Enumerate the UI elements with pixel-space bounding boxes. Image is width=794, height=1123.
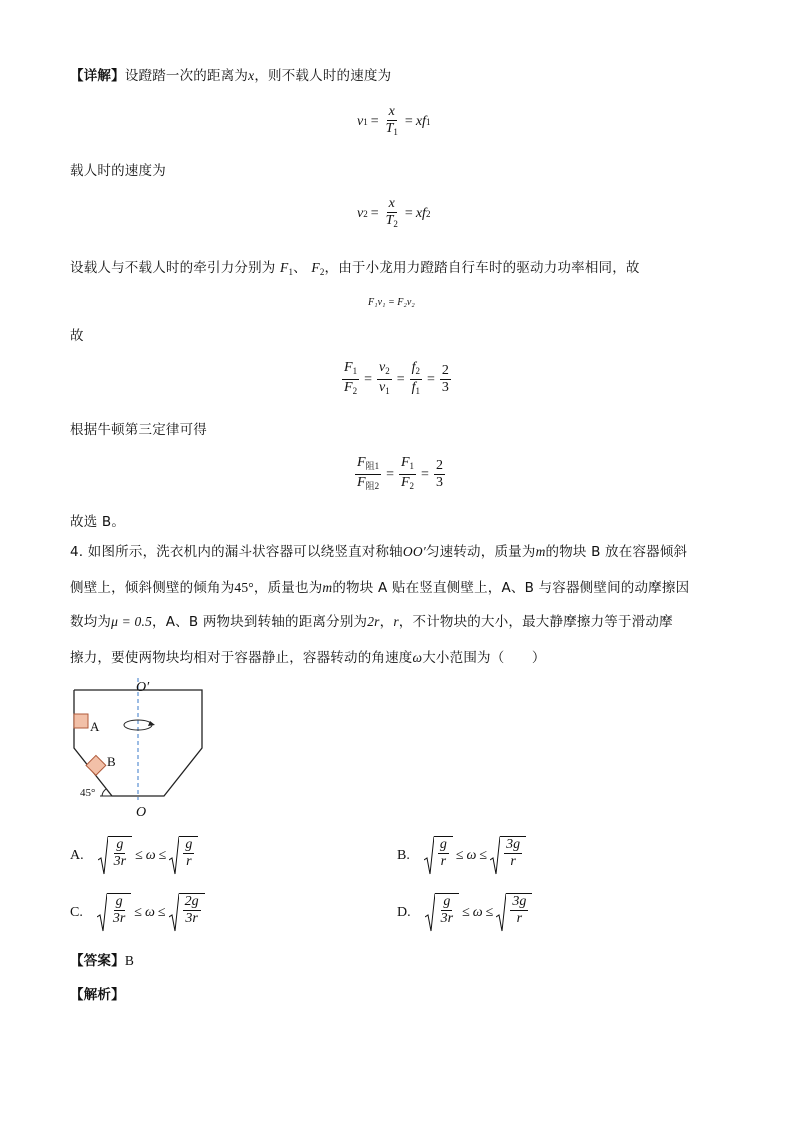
loaded-line: 载人时的速度为	[70, 163, 166, 179]
detail-var: x	[248, 68, 255, 83]
option-label: C.	[70, 905, 83, 920]
equation-friction: $\frac{F_{阻1}}{F_{阻2}}$ = $\frac{F_1}{F_2}$ = $\frac{2}{3}$	[353, 455, 447, 494]
omega-symbol: ω	[145, 848, 156, 863]
detail-tag: 【详解】	[70, 68, 125, 84]
answer-value: B	[124, 953, 135, 968]
eq1-num: x	[388, 104, 395, 119]
conclusion-line: 故选 B。	[70, 514, 126, 530]
eq5-frac1: $\frac{F_{阻1}}{F_{阻2}}$	[357, 455, 380, 491]
traction-f1: F	[280, 260, 289, 275]
label-a: A	[90, 719, 100, 734]
label-b: B	[107, 754, 116, 769]
eq1-fraction	[384, 104, 400, 140]
container-figure	[70, 674, 220, 822]
option-b[interactable]: B. $\frac{g}{r}$ ≤ ω ≤ $\frac{3g}{r}$	[397, 836, 526, 876]
block-b	[86, 755, 106, 775]
eq2-fraction	[384, 196, 400, 232]
sqrt-fraction: $\frac{2g}{3r}$	[169, 893, 205, 933]
eq4-frac1: $\frac{F_1}{F_2}$	[344, 360, 358, 396]
sqrt-fraction: $\frac{3g}{r}$	[490, 836, 526, 876]
eq4-frac3: $\frac{f_2}{f_1}$	[411, 360, 420, 396]
label-o-prime: O′	[136, 680, 150, 695]
option-label: B.	[397, 848, 410, 863]
option-c[interactable]: C. $\frac{g}{3r}$ ≤ ω ≤ $\frac{2g}{3r}$	[70, 893, 205, 933]
equation-ratio: $\frac{F_1}{F_2}$ = $\frac{v_2}{v_1}$ = $\frac{f_2}{f_1}$ = $\frac{2}{3}$	[340, 360, 453, 399]
option-label: D.	[397, 905, 411, 920]
eq2-rhs-sub: 2	[425, 209, 431, 219]
question-line-4: 擦力，要使两物块均相对于容器静止，容器转动的角速度ω大小范围为（ ）	[70, 650, 546, 666]
axis-label: OO′	[402, 544, 426, 559]
newton-line: 根据牛顿第三定律可得	[70, 422, 207, 438]
equation-v1: v 1 = $\frac{x}{T_1}$ = xf 1	[357, 104, 430, 140]
omega-symbol: ω	[144, 905, 155, 920]
so-line: 故	[70, 328, 84, 344]
eq1-rhs: xf	[415, 114, 426, 129]
eq2-den: T	[385, 213, 394, 228]
eq1-rhs-sub: 1	[425, 117, 431, 127]
option-a[interactable]: A. $\frac{g}{3r}$ ≤ ω ≤ $\frac{g}{r}$	[70, 836, 198, 876]
traction-sep: 、	[293, 260, 307, 276]
sqrt-fraction: $\frac{g}{3r}$	[98, 836, 132, 876]
equation-power: F₁v₁ = F₂v₂	[368, 297, 415, 308]
eq1-den: T	[385, 121, 394, 136]
omega-symbol: ω	[472, 905, 483, 920]
equation-v2: v 2 = $\frac{x}{T_2}$ = xf 2	[357, 196, 430, 232]
traction-f2: F	[311, 260, 320, 275]
sqrt-fraction: $\frac{g}{3r}$	[425, 893, 459, 933]
detail-line	[70, 66, 391, 86]
eq2-rhs: xf	[415, 206, 426, 221]
eq5-frac2: $\frac{F_1}{F_2}$	[400, 455, 415, 491]
label-o: O	[136, 805, 147, 820]
answer-tag: 【答案】	[70, 953, 125, 969]
omega-symbol: ω	[466, 848, 477, 863]
answer-line	[70, 951, 134, 971]
sqrt-fraction: $\frac{3g}{r}$	[496, 893, 532, 933]
question-number: 4.	[70, 544, 84, 560]
eq1-lhs: v	[357, 114, 364, 129]
eq4-frac2: $\frac{v_2}{v_1}$	[378, 360, 390, 396]
detail-text: 设蹬踏一次的距离为	[124, 68, 249, 84]
traction-text: 设载人与不载人时的牵引力分别为	[70, 260, 276, 276]
analysis-tag: 【解析】	[70, 987, 125, 1003]
eq1-den-sub: 1	[393, 127, 398, 137]
traction-f2-sub: 2	[319, 267, 325, 277]
question-line-3: 数均为μ = 0.5，A、B 两物块到转轴的距离分别为2r，r，不计物块的大小，最大静摩擦力等于滑动摩	[70, 614, 673, 630]
question-line-1: 4. 如图所示，洗衣机内的漏斗状容器可以绕竖直对称轴OO′匀速转动，质量为m的物块 B 放在容器倾斜	[70, 544, 688, 560]
eq5-frac3: $\frac{2}{3}$	[435, 458, 443, 490]
traction-f1-sub: 1	[288, 267, 294, 277]
detail-rest: ，则不载人时的速度为	[254, 68, 392, 84]
option-d[interactable]: D. $\frac{g}{3r}$ ≤ ω ≤ $\frac{3g}{r}$	[397, 893, 532, 933]
sqrt-fraction: $\frac{g}{3r}$	[97, 893, 131, 933]
eq2-num: x	[388, 196, 395, 211]
traction-rest: ，由于小龙用力蹬踏自行车时的驱动力功率相同，故	[324, 260, 640, 276]
eq2-lhs: v	[357, 206, 364, 221]
option-label: A.	[70, 848, 84, 863]
block-a	[74, 714, 88, 728]
eq4-frac4: $\frac{2}{3}$	[441, 363, 449, 395]
question-line-2: 侧壁上，倾斜侧壁的倾角为45°，质量也为m的物块 A 贴在竖直侧壁上，A、B 与容器侧壁间的动摩擦因	[70, 580, 690, 596]
eq1-lhs-sub: 1	[363, 117, 368, 127]
eq2-den-sub: 2	[393, 219, 398, 229]
sqrt-fraction: $\frac{g}{r}$	[424, 836, 453, 876]
sqrt-fraction: $\frac{g}{r}$	[169, 836, 198, 876]
angle-label: 45°	[80, 787, 96, 799]
eq2-lhs-sub: 2	[363, 209, 368, 219]
traction-line	[70, 258, 640, 282]
